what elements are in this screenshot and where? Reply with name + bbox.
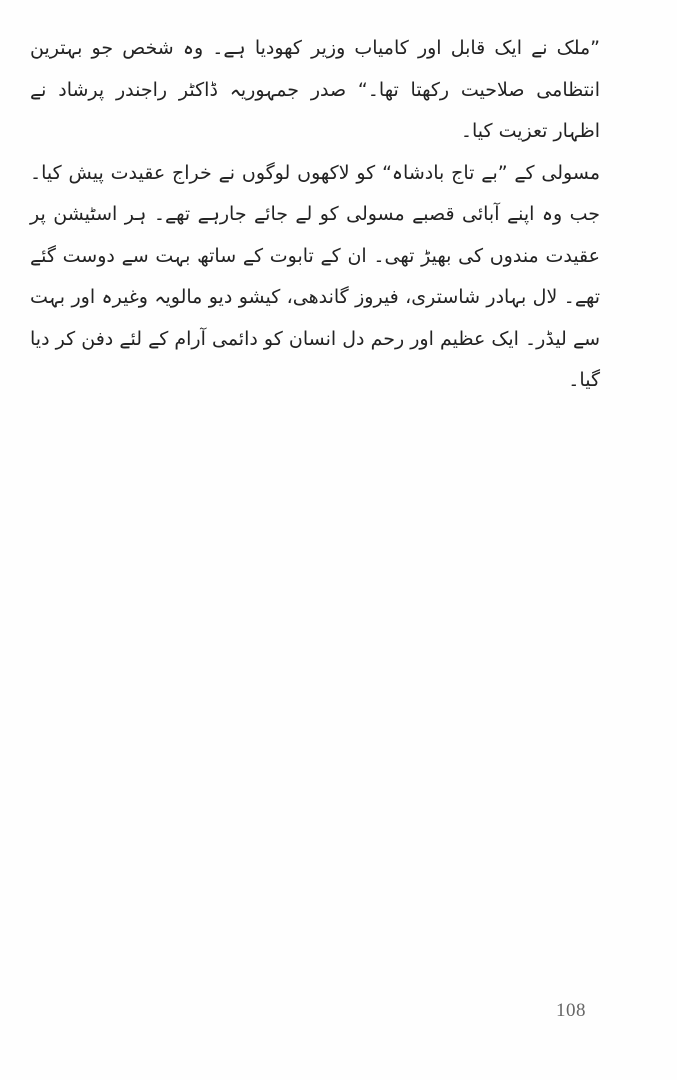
body-text — [30, 28, 600, 402]
quote-paragraph: ”ملک نے ایک قابل اور کامیاب وزیر کھودیا ہے۔ وہ شخص جو بہترین انتظامی صلاحیت رکھتا تھا۔“ صدر جمہوریہ ڈاکٹر راجندر پرشاد نے اظہار تعزیت کیا۔ — [30, 37, 600, 142]
funeral-paragraph: مسولی کے ”بے تاج بادشاہ“ کو لاکھوں لوگوں نے خراج عقیدت پیش کیا۔ جب وہ اپنے آبائی قصبے مسولی کو لے جائے جارہے تھے۔ ہر اسٹیشن پر عقیدت مندوں کی بھیڑ تھی۔ ان کے تابوت کے ساتھ بہت سے دوست گئے تھے۔ لال بہادر شاستری، فیروز گاندھی، کیشو دیو مالویہ وغیرہ اور بہت سے لیڈر۔ ایک عظیم اور رحم دل انسان کو دائمی آرام کے لئے دفن کر دیا گیا۔ — [30, 161, 600, 391]
page-number: 108 — [556, 1000, 586, 1021]
